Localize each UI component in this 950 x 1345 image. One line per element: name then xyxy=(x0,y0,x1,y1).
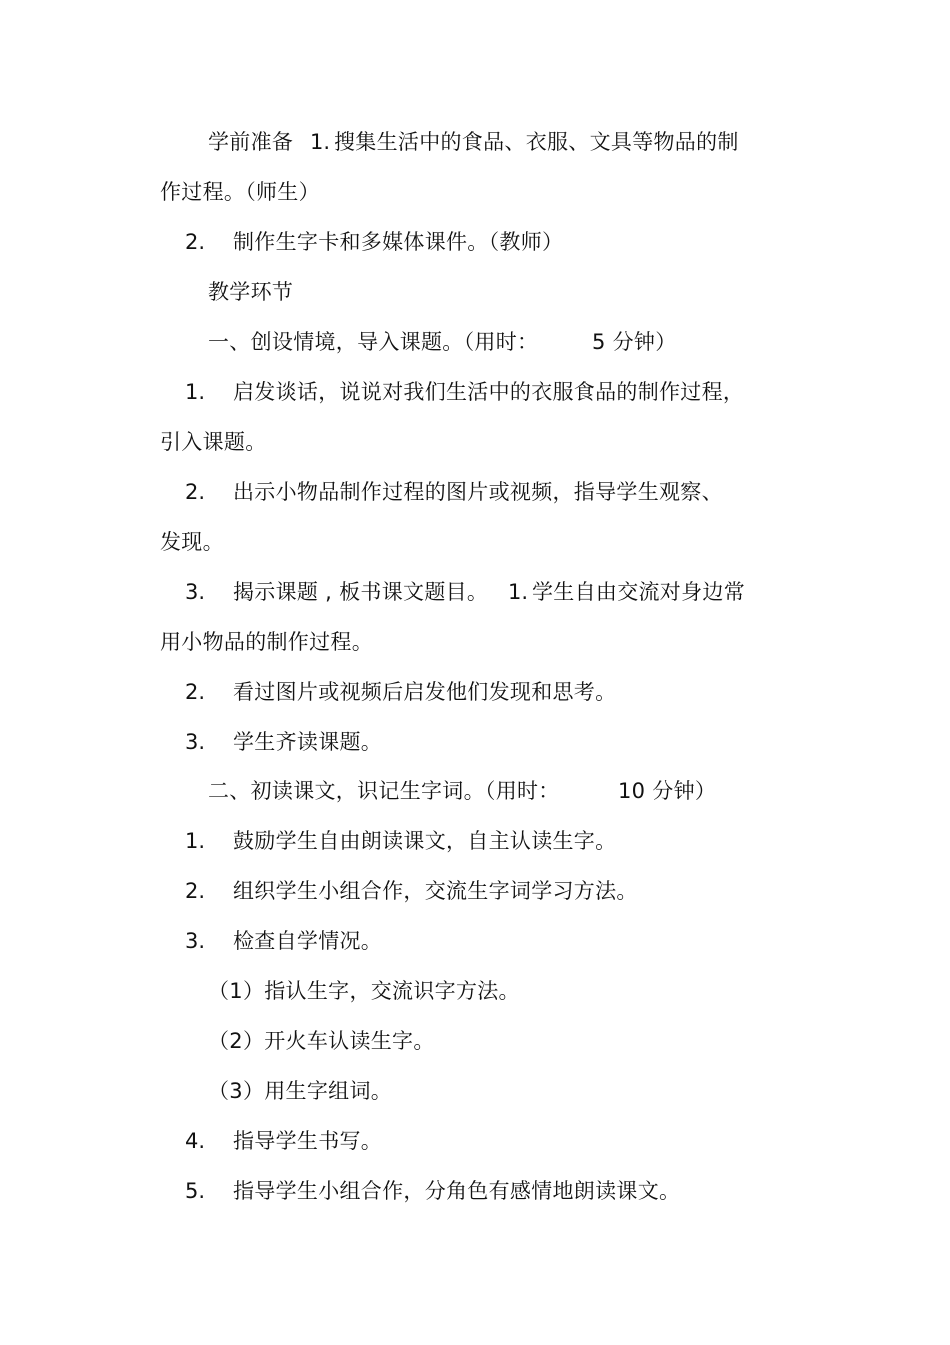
section2-item5-number: 5. xyxy=(185,1179,206,1203)
section1-item1-number: 1. xyxy=(185,380,206,404)
section1-item1-text: 启发谈话，说说对我们生活中的衣服食品的制作过程， xyxy=(233,380,745,404)
prep-label: 学前准备 xyxy=(208,130,294,154)
section1-item2-text-continued: 发现。 xyxy=(160,530,224,554)
section2-item5-text: 指导学生小组合作，分角色有感情地朗读课文。 xyxy=(233,1179,681,1203)
prep-item1-text: 搜集生活中的食品、衣服、文具等物品的制 xyxy=(334,130,739,154)
section2-duration: 10 分钟） xyxy=(618,779,717,803)
section1-student-item3-number: 3. xyxy=(185,730,206,754)
section1-item2-text: 出示小物品制作过程的图片或视频，指导学生观察、 xyxy=(233,480,723,504)
section1-item2-number: 2. xyxy=(185,480,206,504)
section1-item3-text: 揭示课题 , 板书课文题目。 xyxy=(233,580,489,604)
section1-student-item3-text: 学生齐读课题。 xyxy=(233,730,383,754)
section2-item2-text: 组织学生小组合作，交流生字词学习方法。 xyxy=(233,879,638,903)
prep-item1-text-continued: 作过程。（师生） xyxy=(160,180,320,204)
section2-item1-number: 1. xyxy=(185,829,206,853)
section1-item3-number: 3. xyxy=(185,580,206,604)
section2-item4-number: 4. xyxy=(185,1129,206,1153)
section1-student-item1-number: 1. xyxy=(508,580,529,604)
section2-item3-number: 3. xyxy=(185,929,206,953)
section2-item3-text: 检查自学情况。 xyxy=(233,929,383,953)
section1-item1-text-continued: 引入课题。 xyxy=(160,430,267,454)
teaching-steps-title: 教学环节 xyxy=(208,280,294,304)
section1-duration: 5 分钟） xyxy=(592,330,677,354)
section1-heading: 一、创设情境，导入课题。（用时： xyxy=(208,330,539,354)
prep-item2-number: 2. xyxy=(185,230,206,254)
section2-subitem3: （3）用生字组词。 xyxy=(208,1079,393,1103)
section1-student-item2-text: 看过图片或视频后启发他们发现和思考。 xyxy=(233,680,617,704)
section1-student-item2-number: 2. xyxy=(185,680,206,704)
section1-student-item1-text: 学生自由交流对身边常 xyxy=(532,580,745,604)
section2-heading: 二、初读课文，识记生字词。（用时： xyxy=(208,779,560,803)
prep-item1-number: 1. xyxy=(310,130,331,154)
prep-item2-text: 制作生字卡和多媒体课件。（教师） xyxy=(233,230,564,254)
section2-item1-text: 鼓励学生自由朗读课文，自主认读生字。 xyxy=(233,829,617,853)
section2-item4-text: 指导学生书写。 xyxy=(233,1129,383,1153)
section2-item2-number: 2. xyxy=(185,879,206,903)
section2-subitem2: （2）开火车认读生字。 xyxy=(208,1029,435,1053)
section1-student-item1-text-continued: 用小物品的制作过程。 xyxy=(160,630,373,654)
section2-subitem1: （1）指认生字，交流识字方法。 xyxy=(208,979,520,1003)
